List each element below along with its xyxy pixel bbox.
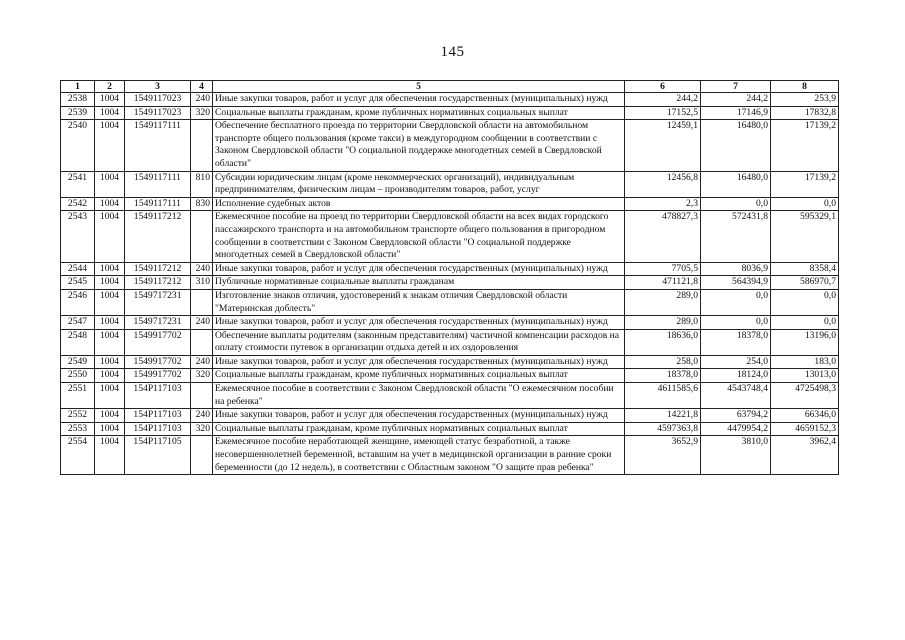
row-number: 2553 — [61, 422, 95, 436]
table-row — [61, 436, 839, 475]
target-code: 1549117212 — [125, 211, 191, 262]
description: Иные закупки товаров, работ и услуг для обеспечения государственных (муниципальных) нужд — [213, 93, 625, 107]
target-code: 1549717231 — [125, 289, 191, 315]
description: Субсидии юридическим лицам (кроме некоммерческих организаций), индивидуальным предпринимателям, физическим лицам – производителям товаров, работ, услуг — [213, 171, 625, 197]
amount-col-7: 564394,9 — [701, 276, 771, 290]
table-body — [61, 93, 839, 475]
target-code: 1549117111 — [125, 171, 191, 197]
expense-type: 830 — [191, 197, 213, 211]
amount-col-6: 478827,3 — [625, 211, 701, 262]
description: Ежемесячное пособие в соответствии с Законом Свердловской области "О ежемесячном пособии на ребенка" — [213, 383, 625, 409]
amount-col-8: 4659152,3 — [771, 422, 839, 436]
amount-col-6: 244,2 — [625, 93, 701, 107]
expense-type — [191, 436, 213, 475]
table-row — [61, 171, 839, 197]
section-code: 1004 — [95, 355, 125, 369]
table-row — [61, 316, 839, 330]
page-number: 145 — [440, 44, 465, 60]
description: Социальные выплаты гражданам, кроме публичных нормативных социальных выплат — [213, 369, 625, 383]
table-row — [61, 329, 839, 355]
amount-col-6: 3652,9 — [625, 436, 701, 475]
expense-type: 310 — [191, 276, 213, 290]
section-code: 1004 — [95, 369, 125, 383]
amount-col-8: 66346,0 — [771, 409, 839, 423]
amount-col-8: 13196,0 — [771, 329, 839, 355]
row-number: 2552 — [61, 409, 95, 423]
amount-col-7: 4479954,2 — [701, 422, 771, 436]
section-code: 1004 — [95, 262, 125, 276]
column-header-7: 7 — [701, 81, 771, 93]
amount-col-6: 7705,5 — [625, 262, 701, 276]
expense-type: 320 — [191, 422, 213, 436]
amount-col-6: 289,0 — [625, 316, 701, 330]
amount-col-6: 18636,0 — [625, 329, 701, 355]
table-row — [61, 262, 839, 276]
row-number: 2547 — [61, 316, 95, 330]
amount-col-8: 17139,2 — [771, 171, 839, 197]
amount-col-6: 18378,0 — [625, 369, 701, 383]
description: Исполнение судебных актов — [213, 197, 625, 211]
section-code: 1004 — [95, 276, 125, 290]
amount-col-8: 183,0 — [771, 355, 839, 369]
amount-col-6: 12459,1 — [625, 120, 701, 171]
amount-col-8: 17832,8 — [771, 106, 839, 120]
amount-col-7: 0,0 — [701, 289, 771, 315]
amount-col-6: 471121,8 — [625, 276, 701, 290]
section-code: 1004 — [95, 383, 125, 409]
table-row — [61, 409, 839, 423]
section-code: 1004 — [95, 106, 125, 120]
row-number: 2543 — [61, 211, 95, 262]
table-row — [61, 369, 839, 383]
column-header-2: 2 — [95, 81, 125, 93]
amount-col-7: 3810,0 — [701, 436, 771, 475]
expense-type — [191, 289, 213, 315]
amount-col-7: 8036,9 — [701, 262, 771, 276]
row-number: 2539 — [61, 106, 95, 120]
description: Социальные выплаты гражданам, кроме публичных нормативных социальных выплат — [213, 422, 625, 436]
section-code: 1004 — [95, 436, 125, 475]
table-row — [61, 120, 839, 171]
amount-col-8: 17139,2 — [771, 120, 839, 171]
row-number: 2541 — [61, 171, 95, 197]
column-header-8: 8 — [771, 81, 839, 93]
section-code: 1004 — [95, 197, 125, 211]
row-number: 2551 — [61, 383, 95, 409]
section-code: 1004 — [95, 171, 125, 197]
amount-col-8: 586970,7 — [771, 276, 839, 290]
amount-col-8: 0,0 — [771, 316, 839, 330]
target-code: 1549917702 — [125, 355, 191, 369]
table-row — [61, 197, 839, 211]
row-number: 2542 — [61, 197, 95, 211]
amount-col-7: 572431,8 — [701, 211, 771, 262]
amount-col-7: 254,0 — [701, 355, 771, 369]
expense-type — [191, 120, 213, 171]
expense-type: 810 — [191, 171, 213, 197]
expense-type: 240 — [191, 355, 213, 369]
expense-type — [191, 211, 213, 262]
row-number: 2549 — [61, 355, 95, 369]
table-row — [61, 383, 839, 409]
amount-col-6: 12456,8 — [625, 171, 701, 197]
table-row — [61, 422, 839, 436]
column-header-3: 3 — [125, 81, 191, 93]
target-code: 154P117103 — [125, 383, 191, 409]
row-number: 2550 — [61, 369, 95, 383]
table-row — [61, 93, 839, 107]
expense-type: 240 — [191, 262, 213, 276]
expense-type: 320 — [191, 369, 213, 383]
target-code: 1549117023 — [125, 106, 191, 120]
target-code: 1549117023 — [125, 93, 191, 107]
description: Изготовление знаков отличия, удостоверений к знакам отличия Свердловской области "Материнская доблесть" — [213, 289, 625, 315]
budget-table — [60, 80, 839, 475]
expense-type: 240 — [191, 409, 213, 423]
column-header-6: 6 — [625, 81, 701, 93]
amount-col-6: 258,0 — [625, 355, 701, 369]
row-number: 2538 — [61, 93, 95, 107]
description: Ежемесячное пособие на проезд по территории Свердловской области на всех видах городского пассажирского транспорта и на автомобильном транспорте общего пользования в пригородном сообщении в соответствии с Законом Свердловской области "О социальной поддержке многодетных семей в Свердловской области" — [213, 211, 625, 262]
section-code: 1004 — [95, 289, 125, 315]
description: Обеспечение бесплатного проезда по территории Свердловской области на автомобильном транспорте общего пользования (кроме такси) в междугородном сообщении в соответствии с Законом Свердловской области "О социальной поддержке многодетных семей в Свердловской области" — [213, 120, 625, 171]
amount-col-7: 0,0 — [701, 316, 771, 330]
amount-col-6: 4611585,6 — [625, 383, 701, 409]
section-code: 1004 — [95, 422, 125, 436]
amount-col-8: 253,9 — [771, 93, 839, 107]
section-code: 1004 — [95, 93, 125, 107]
section-code: 1004 — [95, 316, 125, 330]
description: Социальные выплаты гражданам, кроме публичных нормативных социальных выплат — [213, 106, 625, 120]
section-code: 1004 — [95, 211, 125, 262]
target-code: 154P117103 — [125, 409, 191, 423]
description: Ежемесячное пособие неработающей женщине, имеющей статус безработной, а также несовершеннолетней беременной, вставшим на учет в медицинской организации в ранние сроки беременности (до 12 недель), в соответствии с Областным законом "О защите прав ребенка" — [213, 436, 625, 475]
amount-col-7: 18124,0 — [701, 369, 771, 383]
table-row — [61, 355, 839, 369]
row-number: 2554 — [61, 436, 95, 475]
amount-col-7: 18378,0 — [701, 329, 771, 355]
column-header-1: 1 — [61, 81, 95, 93]
target-code: 154P117103 — [125, 422, 191, 436]
amount-col-7: 4543748,4 — [701, 383, 771, 409]
column-header-5: 5 — [213, 81, 625, 93]
row-number: 2545 — [61, 276, 95, 290]
amount-col-7: 16480,0 — [701, 120, 771, 171]
amount-col-8: 0,0 — [771, 197, 839, 211]
description: Иные закупки товаров, работ и услуг для обеспечения государственных (муниципальных) нужд — [213, 262, 625, 276]
amount-col-6: 14221,8 — [625, 409, 701, 423]
amount-col-8: 8358,4 — [771, 262, 839, 276]
description: Обеспечение выплаты родителям (законным представителям) частичной компенсации расходов на оплату стоимости путевок в организации отдыха детей и их оздоровления — [213, 329, 625, 355]
target-code: 1549117212 — [125, 276, 191, 290]
amount-col-6: 289,0 — [625, 289, 701, 315]
table-row — [61, 276, 839, 290]
expense-type — [191, 329, 213, 355]
description: Иные закупки товаров, работ и услуг для обеспечения государственных (муниципальных) нужд — [213, 355, 625, 369]
expense-type: 240 — [191, 93, 213, 107]
amount-col-7: 63794,2 — [701, 409, 771, 423]
amount-col-8: 595329,1 — [771, 211, 839, 262]
amount-col-8: 3962,4 — [771, 436, 839, 475]
target-code: 1549117111 — [125, 197, 191, 211]
amount-col-6: 2,3 — [625, 197, 701, 211]
row-number: 2540 — [61, 120, 95, 171]
amount-col-7: 17146,9 — [701, 106, 771, 120]
description: Иные закупки товаров, работ и услуг для обеспечения государственных (муниципальных) нужд — [213, 409, 625, 423]
row-number: 2546 — [61, 289, 95, 315]
amount-col-8: 4725498,3 — [771, 383, 839, 409]
target-code: 1549717231 — [125, 316, 191, 330]
table-row — [61, 106, 839, 120]
target-code: 1549117212 — [125, 262, 191, 276]
section-code: 1004 — [95, 120, 125, 171]
expense-type — [191, 383, 213, 409]
header-row — [61, 81, 839, 93]
amount-col-8: 0,0 — [771, 289, 839, 315]
amount-col-7: 244,2 — [701, 93, 771, 107]
expense-type: 240 — [191, 316, 213, 330]
amount-col-7: 0,0 — [701, 197, 771, 211]
description: Публичные нормативные социальные выплаты гражданам — [213, 276, 625, 290]
row-number: 2548 — [61, 329, 95, 355]
amount-col-8: 13013,0 — [771, 369, 839, 383]
target-code: 154P117105 — [125, 436, 191, 475]
row-number: 2544 — [61, 262, 95, 276]
section-code: 1004 — [95, 329, 125, 355]
section-code: 1004 — [95, 409, 125, 423]
table-row — [61, 289, 839, 315]
amount-col-6: 4597363,8 — [625, 422, 701, 436]
target-code: 1549917702 — [125, 329, 191, 355]
target-code: 1549117111 — [125, 120, 191, 171]
target-code: 1549917702 — [125, 369, 191, 383]
amount-col-7: 16480,0 — [701, 171, 771, 197]
table-row — [61, 211, 839, 262]
description: Иные закупки товаров, работ и услуг для обеспечения государственных (муниципальных) нужд — [213, 316, 625, 330]
amount-col-6: 17152,5 — [625, 106, 701, 120]
expense-type: 320 — [191, 106, 213, 120]
column-header-4: 4 — [191, 81, 213, 93]
